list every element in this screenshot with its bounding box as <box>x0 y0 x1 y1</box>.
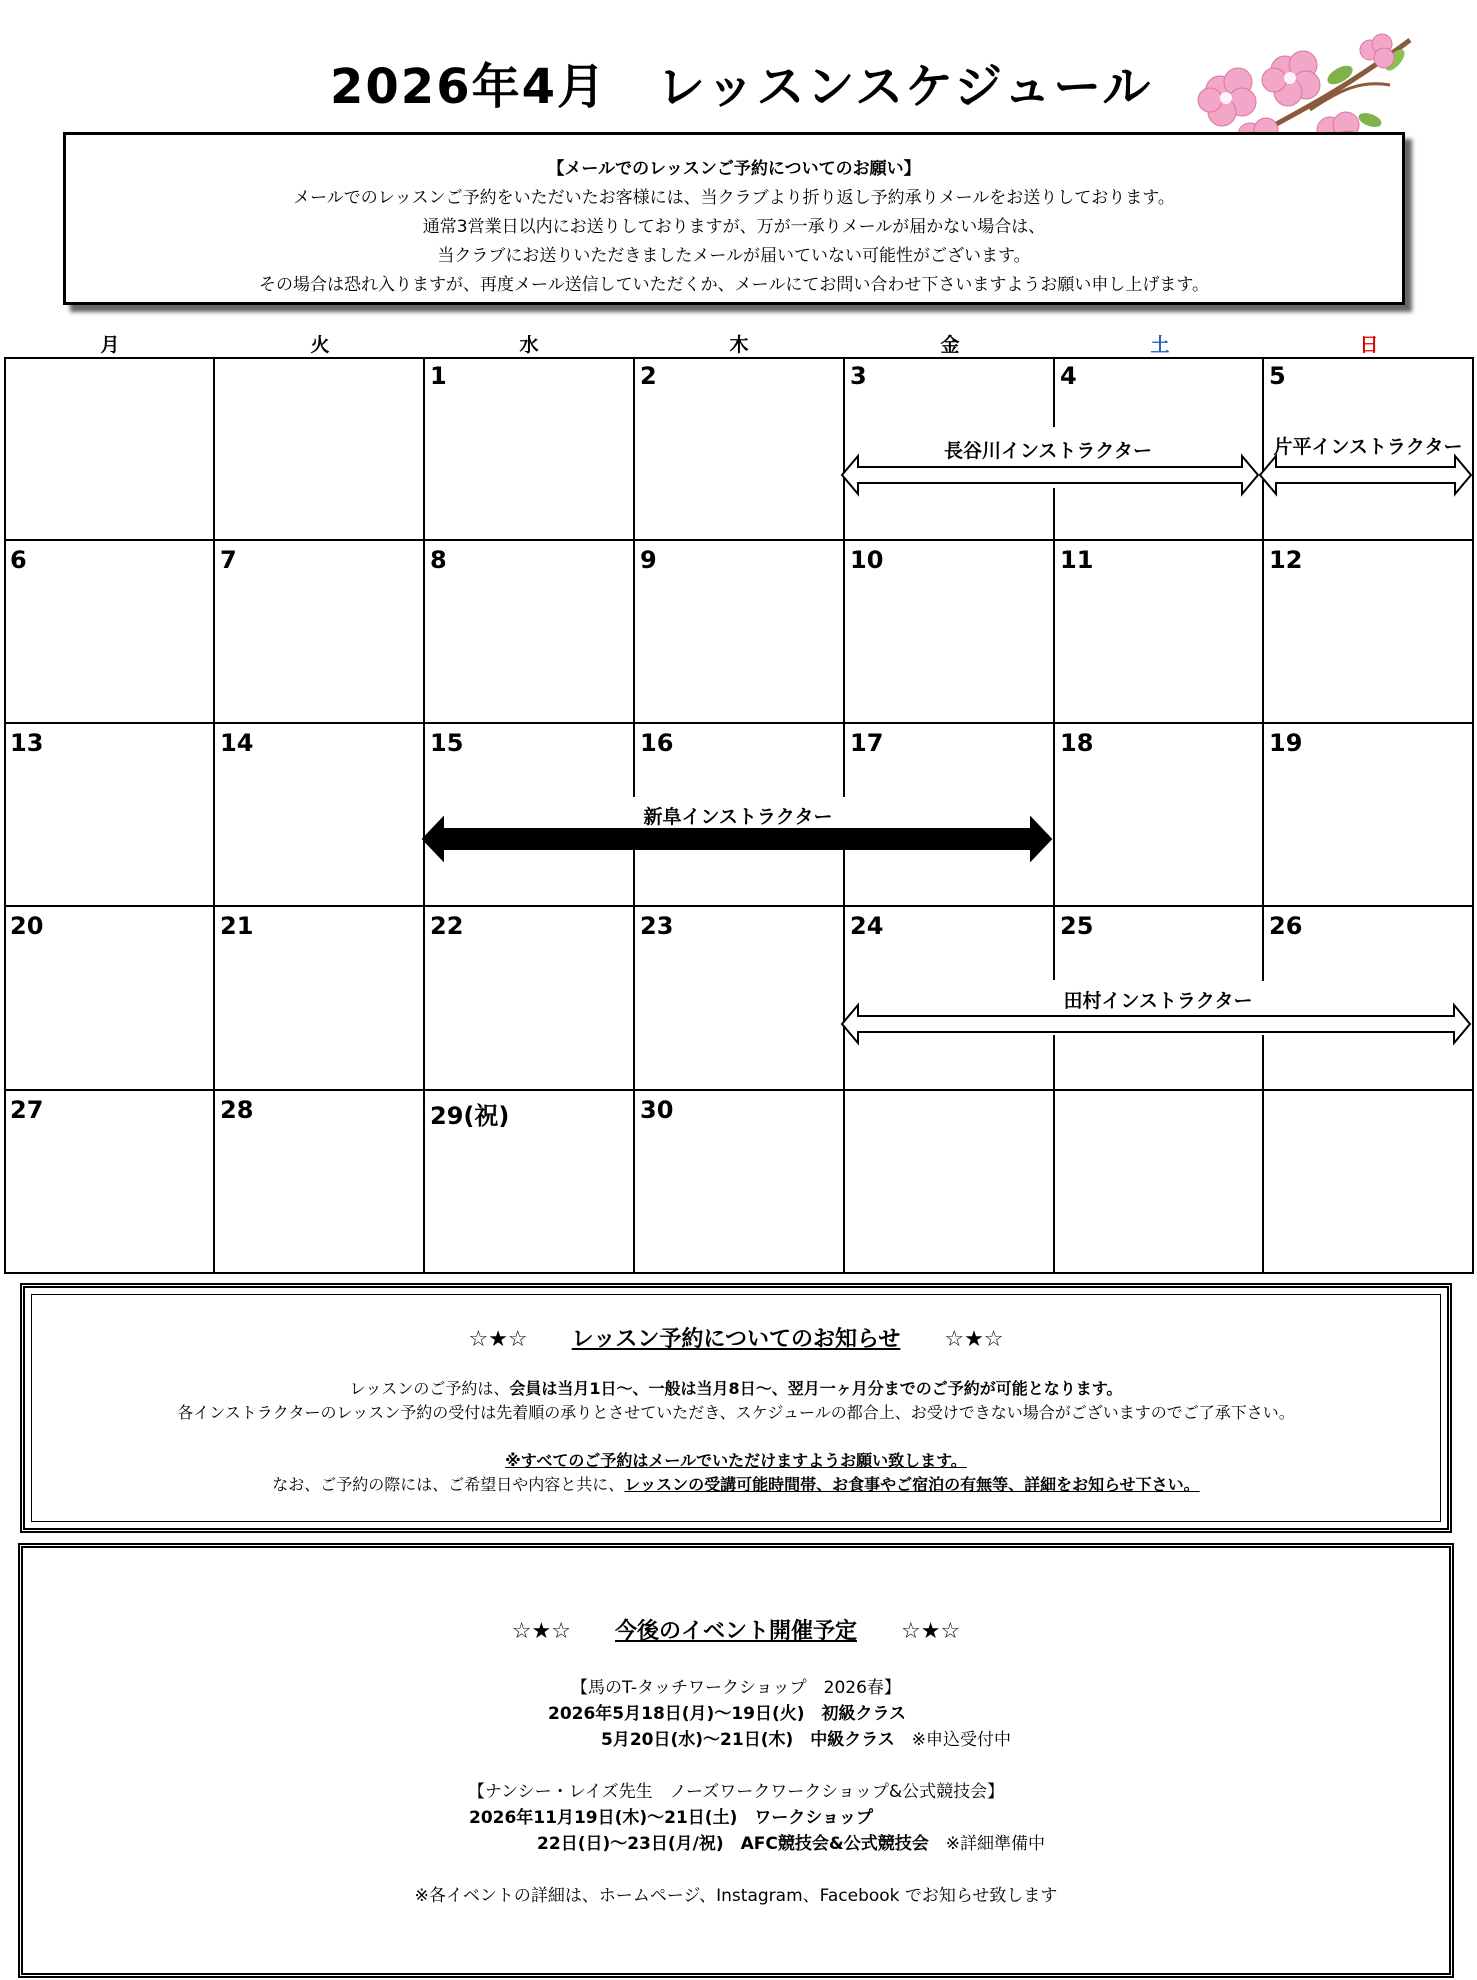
day-number: 11 <box>1060 546 1094 574</box>
day-number: 18 <box>1060 729 1094 757</box>
day-number: 16 <box>640 729 674 757</box>
day-number: 25 <box>1060 912 1094 940</box>
event-date: 2026年11月19日(木)～21日(土) ワークショップ <box>468 1808 874 1828</box>
notice-heading: 【メールでのレッスンご予約についてのお願い】 <box>547 159 921 179</box>
event-date <box>133 1831 1449 1857</box>
lesson-notice-text-bold: レッスンの受講可能時間帯、お食事やご宿泊の有無等、詳細をお知らせ下さい。 <box>624 1475 1200 1494</box>
event-date-text: 22日(日)～23日(月/祝) AFC競技会&公式競技会 <box>537 1834 929 1854</box>
week-divider <box>4 722 1474 724</box>
star-icon: ☆★☆ <box>468 1327 528 1352</box>
day-number: 24 <box>850 912 884 940</box>
week-divider <box>4 1089 1474 1091</box>
day-number: 23 <box>640 912 674 940</box>
notice-line: 通常3営業日以内にお送りしておりますが、万が一承りメールが届かない場合は、 <box>422 217 1046 237</box>
day-number: 12 <box>1269 546 1303 574</box>
weekday-mon: 月 <box>100 334 120 356</box>
day-divider <box>1053 1035 1055 1274</box>
lesson-notice-text: レッスンのご予約は、 <box>349 1379 510 1398</box>
star-icon: ☆★☆ <box>901 1619 961 1644</box>
lesson-reservation-notice <box>20 1283 1452 1533</box>
lesson-notice-line: ※すべてのご予約はメールでいただけますようお願い致します。 <box>505 1451 967 1470</box>
instructor-label-katahira: 片平インストラクター <box>1273 436 1463 458</box>
day-number: 17 <box>850 729 884 757</box>
star-icon: ☆★☆ <box>511 1619 571 1644</box>
lesson-notice-title: レッスン予約についてのお知らせ <box>571 1327 901 1352</box>
day-number: 26 <box>1269 912 1303 940</box>
day-number: 3 <box>850 362 867 390</box>
weekday-sun: 日 <box>1359 334 1379 356</box>
day-divider <box>843 850 845 1274</box>
weekday-thu: 木 <box>729 334 749 356</box>
weekday-tue: 火 <box>310 334 330 356</box>
day-number: 20 <box>10 912 44 940</box>
day-divider <box>1053 488 1055 980</box>
events-title: 今後のイベント開催予定 <box>614 1619 857 1644</box>
day-divider <box>1262 1035 1264 1274</box>
day-divider <box>633 850 635 1274</box>
event-date <box>163 1727 1449 1753</box>
lesson-notice-heading <box>25 1322 1447 1353</box>
double-arrow-icon <box>421 816 1053 862</box>
double-arrow-icon <box>840 452 1260 498</box>
day-number: 15 <box>430 729 464 757</box>
double-arrow-icon <box>1258 452 1473 498</box>
lesson-notice-text: なお、ご予約の際には、ご希望日や内容と共に、 <box>272 1475 625 1494</box>
day-number: 22 <box>430 912 464 940</box>
day-number: 21 <box>220 912 254 940</box>
event-status: ※詳細準備中 <box>928 1834 1045 1854</box>
event-date: 2026年5月18日(月)～19日(火) 初級クラス <box>547 1704 907 1724</box>
weekday-fri: 金 <box>940 334 960 356</box>
notice-line: メールでのレッスンご予約をいただいたお客様には、当クラブより折り返し予約承りメールをお送りしております。 <box>293 188 1175 208</box>
day-number: 27 <box>10 1096 44 1124</box>
lesson-notice-text-bold: 会員は当月1日～、一般は当月8日～、翌月一ヶ月分までのご予約が可能となります。 <box>509 1379 1123 1398</box>
day-number: 10 <box>850 546 884 574</box>
day-number: 28 <box>220 1096 254 1124</box>
event-title: 【馬のT-タッチワークショップ 2026春】 <box>571 1678 901 1698</box>
email-reservation-notice <box>63 132 1405 305</box>
day-number: 7 <box>220 546 237 574</box>
day-number: 19 <box>1269 729 1303 757</box>
day-number: 14 <box>220 729 254 757</box>
day-number: 1 <box>430 362 447 390</box>
events-heading <box>23 1614 1449 1645</box>
day-divider <box>843 357 845 797</box>
event-title: 【ナンシー・レイズ先生 ノーズワークワークショップ&公式競技会】 <box>467 1782 1005 1802</box>
day-number: 8 <box>430 546 447 574</box>
day-number: 2 <box>640 362 657 390</box>
instructor-label-niifu: 新阜インストラクター <box>643 806 833 828</box>
event-status: ※申込受付中 <box>894 1730 1011 1750</box>
week-divider <box>4 905 1474 907</box>
instructor-label-hasegawa: 長谷川インストラクター <box>943 440 1153 462</box>
events-footer: ※各イベントの詳細は、ホームページ、Instagram、Facebook でお知らせ致します <box>414 1886 1058 1906</box>
day-divider <box>1053 357 1055 427</box>
week-divider <box>4 539 1474 541</box>
notice-line: その場合は恐れ入りますが、再度メール送信していただくか、メールにてお問い合わせ下さいますようお願い申し上げます。 <box>259 275 1209 295</box>
day-divider <box>213 357 215 1274</box>
lesson-notice-line: 各インストラクターのレッスン予約の受付は先着順の承りとさせていただき、スケジュールの都合上、お受けできない場合がございますのでご了承下さい。 <box>177 1403 1295 1422</box>
upcoming-events <box>18 1543 1454 1978</box>
lesson-notice-line <box>25 1377 1447 1401</box>
instructor-label-tamura: 田村インストラクター <box>1063 990 1253 1012</box>
star-icon: ☆★☆ <box>944 1327 1004 1352</box>
weekday-wed: 水 <box>519 334 539 356</box>
page-title: 2026年4月 レッスンスケジュール <box>330 59 1153 115</box>
day-number: 30 <box>640 1096 674 1124</box>
day-number: 4 <box>1060 362 1077 390</box>
day-number: 6 <box>10 546 27 574</box>
day-number: 13 <box>10 729 44 757</box>
weekday-sat: 土 <box>1150 334 1170 356</box>
lesson-notice-line <box>25 1473 1447 1497</box>
notice-line: 当クラブにお送りいただきましたメールが届いていない可能性がございます。 <box>437 246 1031 266</box>
day-number: 5 <box>1269 362 1286 390</box>
double-arrow-icon <box>840 1001 1472 1047</box>
day-number-holiday: 29(祝) <box>430 1102 510 1130</box>
day-divider <box>633 357 635 797</box>
event-date-text: 5月20日(水)～21日(木) 中級クラス <box>601 1730 895 1750</box>
day-number: 9 <box>640 546 657 574</box>
